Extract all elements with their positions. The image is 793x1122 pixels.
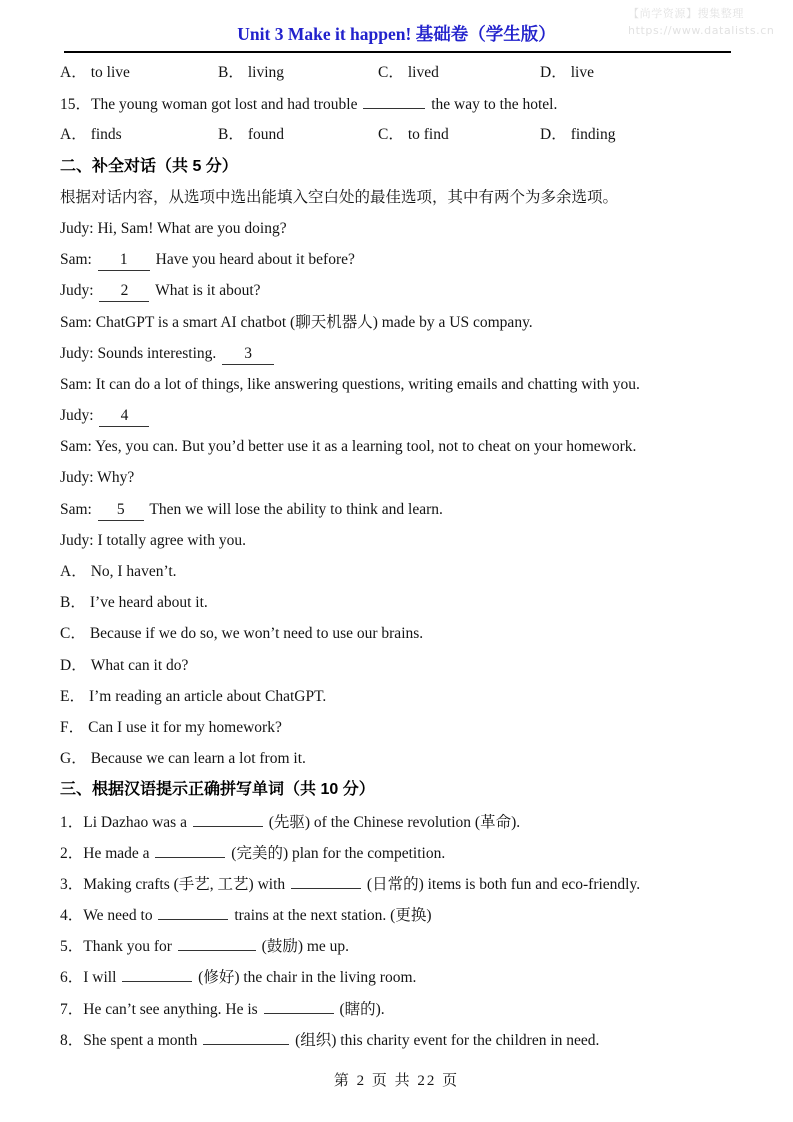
text-segment: trains at the next station. (更换) xyxy=(230,907,432,925)
text-segment: Judy: Why? xyxy=(60,469,135,487)
dialogue-options-block xyxy=(60,556,738,774)
word-item-1 xyxy=(60,806,738,837)
word-item-6 xyxy=(60,961,738,992)
dialogue-option-D xyxy=(60,650,738,681)
watermark-url: https://www.datalists.cn xyxy=(628,24,775,37)
option-label: C． xyxy=(60,625,86,643)
question-15-options xyxy=(60,119,738,150)
text-segment: 2．He made a xyxy=(60,844,154,862)
option-text: live xyxy=(570,64,594,81)
option-text: finding xyxy=(570,126,616,144)
fill-in-blank xyxy=(158,899,228,920)
option-label: D． xyxy=(60,656,87,674)
option-label: A． xyxy=(60,64,87,81)
fill-in-blank: 3 xyxy=(222,344,274,365)
option-text: Because if we do so, we won’t need to use our brains. xyxy=(89,625,424,643)
word-item-2 xyxy=(60,837,738,868)
section-2-instruction: 根据对话内容，从选项中选出能填入空白处的最佳选项，其中有两个为多余选项。 xyxy=(60,188,619,206)
dialogue-line-9 xyxy=(60,462,738,493)
dialogue-line-10 xyxy=(60,494,738,525)
text-segment: 5．Thank you for xyxy=(60,938,176,956)
section-2-heading: 二、补全对话（共 5 分） xyxy=(60,157,238,175)
text-segment: 8．She spent a month xyxy=(60,1031,202,1049)
text-segment: What is it about? xyxy=(151,282,261,300)
fill-in-blank xyxy=(363,88,425,109)
option-text: found xyxy=(247,126,285,144)
option-label: B． xyxy=(218,64,244,81)
exam-content xyxy=(60,57,738,1055)
q15-option-B xyxy=(218,119,378,150)
option-text: living xyxy=(247,64,285,81)
option-label: C． xyxy=(378,126,404,144)
option-text: I’m reading an article about ChatGPT. xyxy=(88,687,327,705)
text-segment: Sam: xyxy=(60,251,96,269)
text-segment: 3．Making crafts (手艺, 工艺) with xyxy=(60,875,290,893)
text-segment: Judy: Hi, Sam! What are you doing? xyxy=(60,219,287,237)
dialogue-option-B xyxy=(60,587,738,618)
option-label: A． xyxy=(60,563,87,580)
dialogue-option-C xyxy=(60,618,738,649)
q15-option-A xyxy=(60,119,218,150)
text-segment: 7．He can’t see anything. He is xyxy=(60,1000,262,1018)
word-item-5 xyxy=(60,930,738,961)
fill-in-blank xyxy=(122,961,192,982)
option-label: D． xyxy=(540,64,567,81)
q14-option-C xyxy=(378,57,540,88)
fill-in-blank xyxy=(291,868,361,889)
text-segment: Judy: xyxy=(60,282,98,300)
q15-option-C xyxy=(378,119,540,150)
word-item-3 xyxy=(60,868,738,899)
text-segment: (先驱) of the Chinese revolution (革命). xyxy=(264,813,521,831)
text-segment: Sam: xyxy=(60,500,96,518)
word-spelling-block xyxy=(60,806,738,1056)
question-14-options xyxy=(60,57,738,88)
text-segment: Judy: xyxy=(60,407,98,425)
option-label: F． xyxy=(60,718,85,736)
fill-in-blank: 2 xyxy=(99,281,149,302)
option-text: Because we can learn a lot from it. xyxy=(90,750,306,768)
text-segment: 1．Li Dazhao was a xyxy=(60,813,191,831)
dialogue-option-A xyxy=(60,556,738,587)
option-text: Can I use it for my homework? xyxy=(88,718,282,736)
fill-in-blank: 4 xyxy=(99,406,149,427)
dialogue-line-4 xyxy=(60,307,738,338)
option-text: What can it do? xyxy=(90,656,189,674)
dialogue-line-7 xyxy=(60,400,738,431)
option-label: B． xyxy=(60,594,86,612)
text-segment: Sam: ChatGPT is a smart AI chatbot (聊天机器人) made by a US company. xyxy=(60,313,533,331)
section-3-heading: 三、根据汉语提示正确拼写单词（共 10 分） xyxy=(60,781,375,799)
text-segment: (完美的) plan for the competition. xyxy=(227,844,446,862)
fill-in-blank xyxy=(155,837,225,858)
q14-option-A xyxy=(60,57,218,88)
text-segment: 15．The young woman got lost and had trouble xyxy=(60,96,362,114)
option-label: D． xyxy=(540,126,567,144)
option-text: lived xyxy=(407,64,439,81)
dialogue-option-E xyxy=(60,681,738,712)
page-number: 第 2 页 共 22 页 xyxy=(333,1073,460,1089)
fill-in-blank xyxy=(178,930,256,951)
q14-option-D xyxy=(540,57,738,88)
text-segment: 4．We need to xyxy=(60,907,157,925)
dialogue-line-3 xyxy=(60,275,738,306)
text-segment: 6．I will xyxy=(60,969,121,987)
text-segment: Judy: I totally agree with you. xyxy=(60,531,246,549)
text-segment: (日常的) items is both fun and eco-friendly. xyxy=(363,875,641,893)
option-text: to find xyxy=(407,126,449,144)
dialogue-line-8 xyxy=(60,431,738,462)
word-item-4 xyxy=(60,899,738,930)
option-label: E． xyxy=(60,687,85,705)
word-item-7 xyxy=(60,993,738,1024)
option-label: G． xyxy=(60,750,87,768)
option-text: to live xyxy=(90,64,130,81)
text-segment: (鼓励) me up. xyxy=(257,938,350,956)
text-segment: (瞎的). xyxy=(335,1000,385,1018)
fill-in-blank: 1 xyxy=(98,250,150,271)
page-title: Unit 3 Make it happen! 基础卷（学生版） xyxy=(237,24,556,44)
word-item-8 xyxy=(60,1024,738,1055)
watermark-source: 【尚学资源】搜集整理 xyxy=(628,7,744,20)
text-segment: Judy: Sounds interesting. xyxy=(60,344,221,362)
text-segment: Then we will lose the ability to think and learn. xyxy=(145,500,443,518)
dialogue-line-5 xyxy=(60,338,738,369)
dialogue-option-G xyxy=(60,743,738,774)
fill-in-blank xyxy=(264,993,334,1014)
text-segment: (修好) the chair in the living room. xyxy=(194,969,417,987)
text-segment: (组织) this charity event for the children in need. xyxy=(291,1031,600,1049)
text-segment: Have you heard about it before? xyxy=(151,251,355,269)
q15-option-D xyxy=(540,119,738,150)
option-text: I’ve heard about it. xyxy=(89,594,208,612)
header-divider xyxy=(64,51,731,53)
fill-in-blank: 5 xyxy=(98,500,144,521)
option-label: A． xyxy=(60,126,87,144)
option-text: finds xyxy=(90,126,122,144)
question-15 xyxy=(60,88,738,119)
q14-option-B xyxy=(218,57,378,88)
dialogue-line-11 xyxy=(60,525,738,556)
dialogue-line-2 xyxy=(60,244,738,275)
fill-in-blank xyxy=(193,806,263,827)
text-segment: Sam: Yes, you can. But you’d better use it as a learning tool, not to cheat on your homework. xyxy=(60,438,637,456)
text-segment: the way to the hotel. xyxy=(427,96,558,114)
fill-in-blank xyxy=(203,1024,289,1045)
option-label: C． xyxy=(378,64,404,81)
option-text: No, I haven’t. xyxy=(90,563,177,580)
dialogue-line-1 xyxy=(60,213,738,244)
dialogue-block xyxy=(60,213,738,556)
dialogue-option-F xyxy=(60,712,738,743)
dialogue-line-6 xyxy=(60,369,738,400)
text-segment: Sam: It can do a lot of things, like answering questions, writing emails and chatting with you. xyxy=(60,375,640,393)
option-label: B． xyxy=(218,126,244,144)
